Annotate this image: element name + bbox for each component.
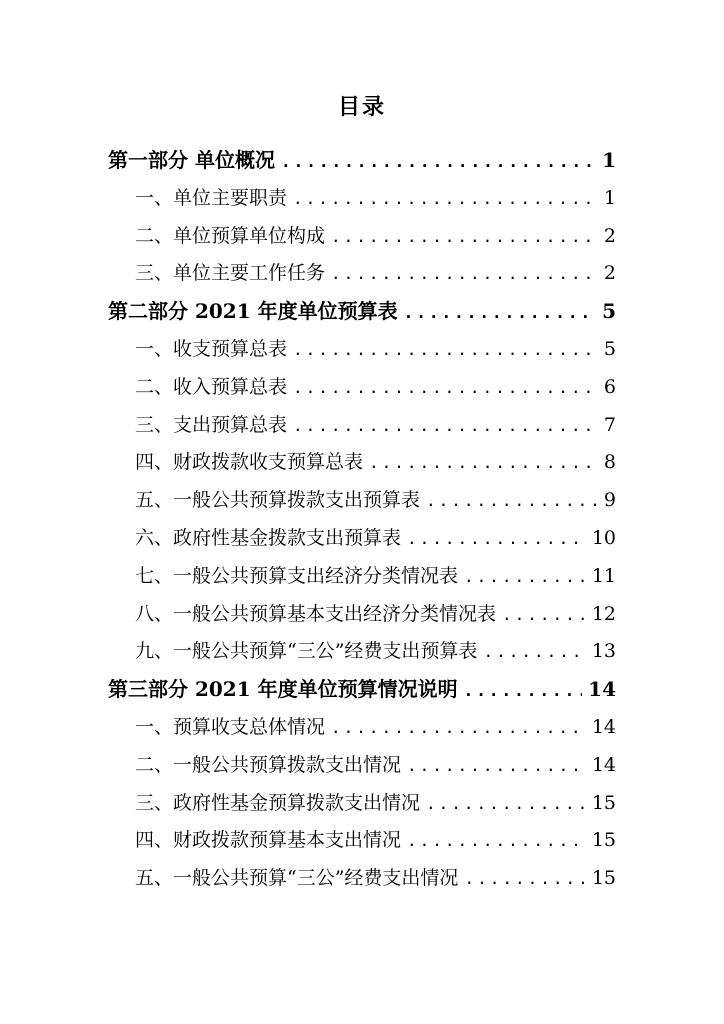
toc-entry-text: 四、财政拨款预算基本支出情况 (135, 829, 402, 852)
toc-entry[interactable] (108, 785, 616, 823)
toc-leader-dots (293, 369, 598, 407)
toc-leader-dots (331, 218, 598, 256)
toc-leader-dots (464, 558, 586, 596)
toc-leader-dots (502, 596, 586, 634)
toc-leader-dots (331, 255, 598, 293)
toc-entry-text: 四、财政拨款收支预算总表 (135, 451, 364, 474)
toc-page-number: 10 (591, 526, 616, 549)
toc-page-number: 14 (588, 677, 616, 702)
toc-page-number: 13 (591, 640, 616, 663)
toc-leader-dots (404, 294, 596, 332)
toc-page-number: 1 (602, 148, 616, 172)
toc-page-number: 2 (603, 224, 616, 247)
toc-page-number: 2 (603, 262, 616, 285)
toc-entry[interactable] (108, 407, 616, 445)
toc-leader-dots (407, 520, 586, 558)
toc-entry[interactable] (108, 596, 616, 634)
toc-leader-dots (483, 633, 585, 671)
toc-page-number: 7 (603, 413, 616, 436)
toc-page-number: 6 (603, 375, 616, 398)
toc-leader-dots (407, 822, 586, 860)
toc-entry[interactable] (108, 293, 616, 331)
toc-entry-text: 六、政府性基金拨款支出预算表 (135, 526, 402, 549)
toc-page-number: 14 (591, 753, 616, 776)
toc-page-number: 12 (591, 602, 616, 625)
toc-page-number: 14 (591, 715, 616, 738)
toc-leader-dots (464, 672, 583, 710)
toc-leader-dots (293, 407, 598, 445)
toc-page-number: 15 (591, 867, 616, 890)
toc-entry-text: 第二部分 2021 年度单位预算表 (108, 299, 398, 324)
toc-entry-text: 二、一般公共预算拨款支出情况 (135, 753, 402, 776)
toc-entry[interactable] (108, 520, 616, 558)
toc-entry[interactable] (108, 180, 616, 218)
toc-page-number: 9 (603, 489, 616, 512)
toc-page-number: 1 (603, 186, 616, 209)
toc-entry[interactable] (108, 747, 616, 785)
toc-entry[interactable] (108, 860, 616, 898)
toc-leader-dots (426, 785, 586, 823)
toc-entry[interactable] (108, 142, 616, 180)
toc-entry-text: 五、一般公共预算“三公”经费支出情况 (135, 867, 459, 890)
toc-entry-text: 九、一般公共预算“三公”经费支出预算表 (135, 640, 478, 663)
toc-page-number: 5 (602, 299, 616, 324)
toc-page-number: 15 (591, 791, 616, 814)
toc-entry[interactable] (108, 709, 616, 747)
table-of-contents (108, 142, 616, 898)
toc-entry[interactable] (108, 331, 616, 369)
toc-entry-text: 二、收入预算总表 (135, 375, 288, 398)
toc-leader-dots (464, 860, 585, 898)
toc-entry[interactable] (108, 255, 616, 293)
toc-leader-dots (293, 331, 598, 369)
toc-entry-text: 二、单位预算单位构成 (135, 224, 326, 247)
toc-leader-dots (426, 482, 598, 520)
toc-leader-dots (369, 444, 598, 482)
toc-entry-text: 八、一般公共预算基本支出经济分类情况表 (135, 602, 497, 625)
toc-entry-text: 五、一般公共预算拨款支出预算表 (135, 489, 421, 512)
toc-entry[interactable] (108, 369, 616, 407)
toc-page-number: 8 (603, 451, 616, 474)
toc-entry-text: 三、支出预算总表 (135, 413, 288, 436)
toc-entry-text: 第一部分 单位概况 (108, 148, 275, 172)
toc-page-number: 11 (591, 564, 616, 587)
toc-entry[interactable] (108, 671, 616, 709)
toc-leader-dots (293, 180, 598, 218)
toc-page-number: 15 (591, 829, 616, 852)
toc-entry[interactable] (108, 558, 616, 596)
toc-entry-text: 七、一般公共预算支出经济分类情况表 (135, 564, 459, 587)
toc-entry-text: 三、单位主要工作任务 (135, 262, 326, 285)
toc-entry[interactable] (108, 822, 616, 860)
toc-entry[interactable] (108, 218, 616, 256)
toc-entry-text: 三、政府性基金预算拨款支出情况 (135, 791, 421, 814)
toc-entry[interactable] (108, 633, 616, 671)
toc-page-number: 5 (603, 337, 616, 360)
toc-leader-dots (407, 747, 586, 785)
toc-entry[interactable] (108, 444, 616, 482)
toc-entry-text: 第三部分 2021 年度单位预算情况说明 (108, 677, 458, 702)
toc-leader-dots (331, 709, 586, 747)
toc-entry-text: 一、预算收支总体情况 (135, 715, 326, 738)
page-title: 目录 (337, 94, 386, 120)
toc-entry[interactable] (108, 482, 616, 520)
toc-entry-text: 一、收支预算总表 (135, 337, 288, 360)
toc-leader-dots (281, 143, 596, 181)
toc-entry-text: 一、单位主要职责 (135, 186, 288, 209)
